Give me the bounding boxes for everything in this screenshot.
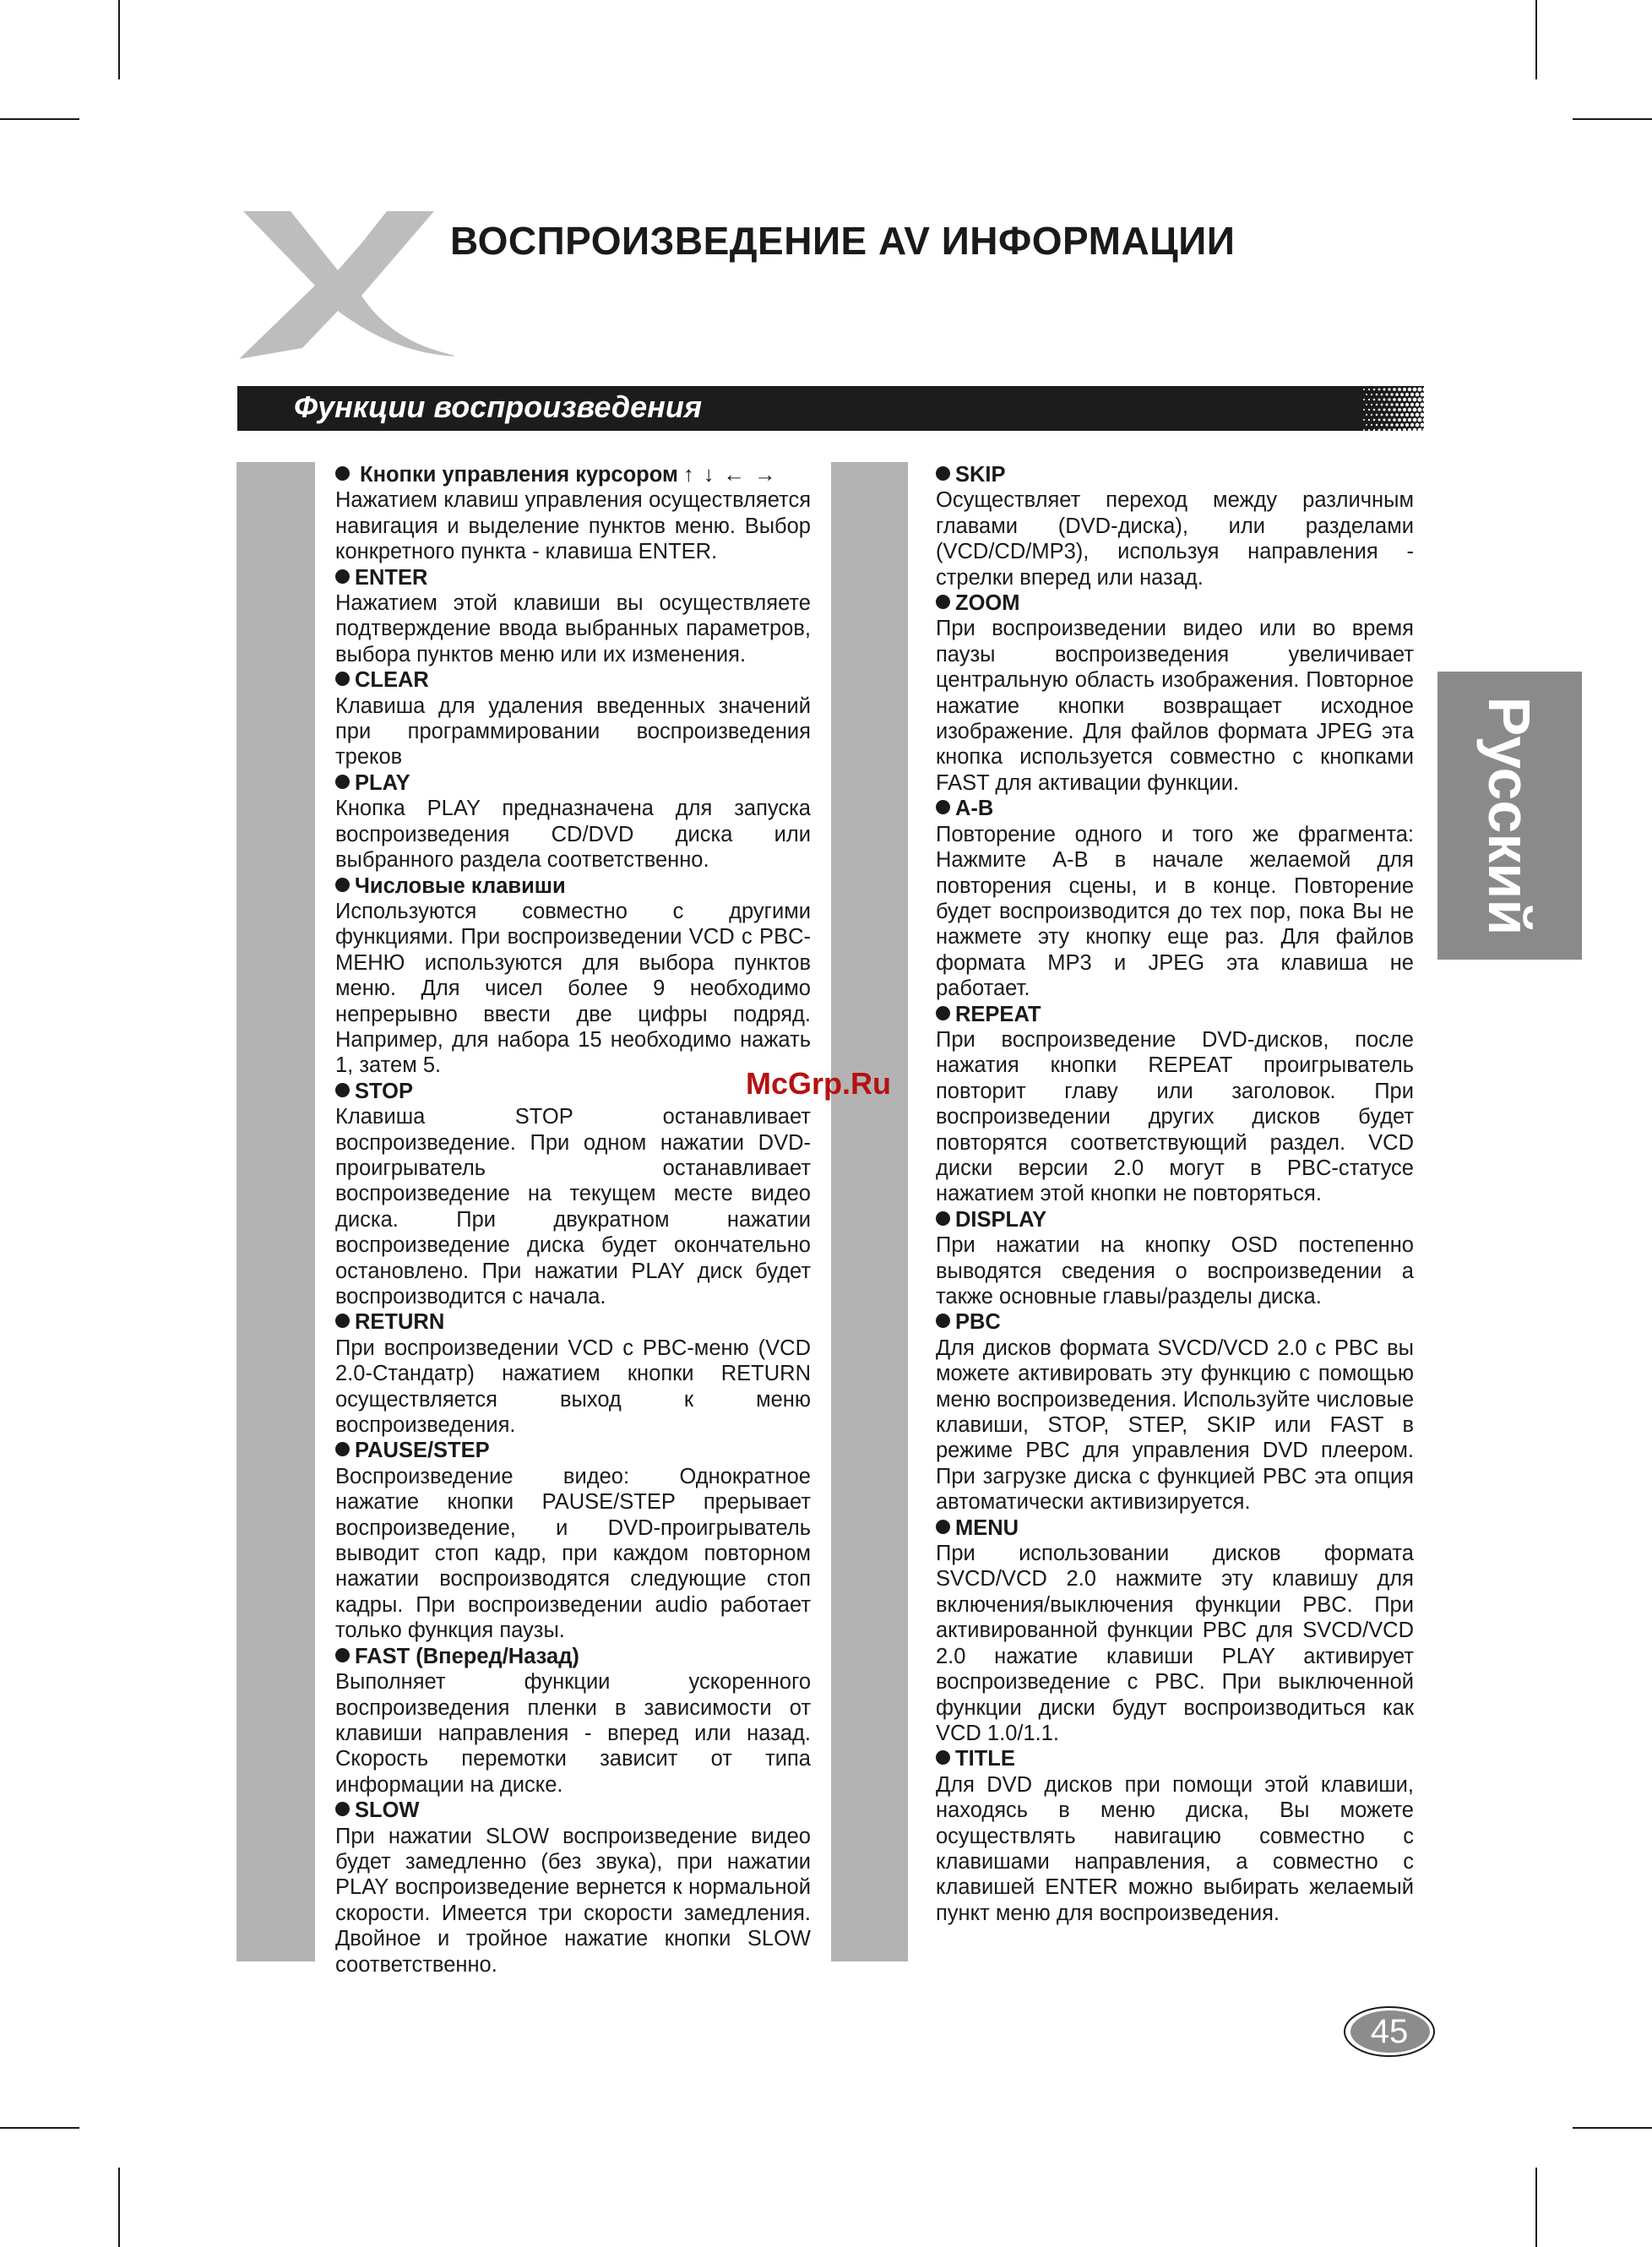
halftone-dot xyxy=(1408,408,1411,411)
halftone-dot xyxy=(1405,423,1409,427)
halftone-dot xyxy=(1422,387,1426,391)
halftone-dot xyxy=(1373,399,1376,401)
bullet-icon xyxy=(335,1083,350,1097)
halftone-dot xyxy=(1383,388,1385,390)
crop-mark xyxy=(118,2168,120,2247)
halftone-dot xyxy=(1383,398,1385,400)
halftone-dot xyxy=(1393,428,1396,431)
halftone-dot xyxy=(1376,424,1378,427)
halftone-dot xyxy=(1385,393,1388,395)
halftone-dot xyxy=(1416,403,1420,407)
halftone-dot xyxy=(1371,414,1372,416)
section-text: При воспроизведении VCD с PBC-меню (VCD 2.0-Стандатр) нажатием кнопки RETURN осуществляется выход к меню воспроизведения. xyxy=(335,1336,811,1438)
halftone-dot xyxy=(1376,404,1378,406)
halftone-dot xyxy=(1398,388,1401,391)
halftone-dot xyxy=(1422,407,1426,411)
crop-mark xyxy=(1573,118,1652,120)
bullet-icon xyxy=(335,466,350,481)
halftone-dot xyxy=(1378,389,1381,391)
halftone-dot xyxy=(1418,398,1422,402)
halftone-dot xyxy=(1398,398,1401,401)
crop-mark xyxy=(0,2127,79,2129)
halftone-dot xyxy=(1393,398,1396,401)
bullet-icon xyxy=(335,878,350,892)
halftone-dot xyxy=(1425,422,1426,427)
bullet-icon xyxy=(335,775,350,789)
halftone-dot xyxy=(1378,419,1381,422)
halftone-dot xyxy=(1405,393,1409,396)
halftone-dot xyxy=(1418,428,1422,431)
halftone-dot xyxy=(1383,418,1385,421)
halftone-dot xyxy=(1403,428,1406,431)
halftone-dot xyxy=(1373,409,1376,411)
halftone-dot xyxy=(1421,413,1425,417)
halftone-dot xyxy=(1413,428,1417,431)
middle-gray-strip xyxy=(831,462,908,1961)
section-text: Нажатием клавиш управления осуществляется навигация и выделение пунктов меню. Выбор конкретного пункта - клавиша ENTER. xyxy=(335,488,811,564)
crop-mark xyxy=(0,118,79,120)
halftone-dot xyxy=(1385,403,1388,405)
halftone-dot xyxy=(1413,408,1417,412)
section-text: Выполняет функции ускоренного воспроизведения пленки в зависимости от клавиши направления - вперед или назад. Скорость перемотки зависит от типа информации на диске. xyxy=(335,1670,811,1797)
halftone-dot xyxy=(1410,393,1414,396)
halftone-dot xyxy=(1421,423,1425,427)
halftone-dot xyxy=(1366,424,1367,426)
halftone-dot xyxy=(1408,388,1411,391)
halftone-dot xyxy=(1398,428,1401,431)
section-heading: PLAY xyxy=(335,770,811,796)
halftone-dot xyxy=(1378,399,1381,401)
halftone-dot xyxy=(1410,423,1414,427)
halftone-dot xyxy=(1376,394,1378,396)
section-text: Для дисков формата SVCD/VCD 2.0 с PBC вы можете активировать эту функцию с помощью меню воспроизведения. Используйте числовые клавиши, STOP, STEP, SKIP или FAST в режиме PBC для управления DVD плеером. При загрузке диска с функцией PBC эта опция автоматически активизируется. xyxy=(936,1336,1414,1515)
halftone-dot xyxy=(1388,418,1390,421)
section-heading: CLEAR xyxy=(335,667,811,693)
section-text: Нажатием этой клавиши вы осуществляете подтверждение ввода выбранных параметров, выбора пунктов меню или их изменения. xyxy=(335,591,811,666)
section-text: Осуществляет переход между различным главами (DVD-диска), или разделами (VCD/CD/MP3), используя направления - стрелки вперед или назад. xyxy=(936,488,1414,590)
halftone-dot xyxy=(1403,418,1406,422)
section-heading: DISPLAY xyxy=(936,1207,1414,1232)
x-logo-icon xyxy=(235,211,454,359)
halftone-dot xyxy=(1373,419,1376,422)
section-text: При воспроизведение DVD-дисков, после нажатия кнопки REPEAT проигрыватель повторит главу или заголовок. При воспроизведении других дисков будет повторятся соответствующий раздел. VCD диски версии 2.0 могут в PBC-статусе нажатием этой кнопки не повторяться. xyxy=(936,1027,1414,1206)
right-column xyxy=(936,462,1414,1926)
bullet-icon xyxy=(936,800,950,814)
halftone-dot xyxy=(1405,403,1409,406)
crop-mark xyxy=(1573,2127,1652,2129)
halftone-dot xyxy=(1383,428,1385,431)
halftone-dot xyxy=(1383,408,1385,411)
halftone-dot xyxy=(1425,392,1426,396)
halftone-dot xyxy=(1373,389,1376,391)
halftone-dot xyxy=(1373,429,1376,431)
bullet-icon xyxy=(936,1750,950,1765)
section-heading: TITLE xyxy=(936,1746,1414,1771)
dot-pattern-icon xyxy=(1361,387,1426,431)
halftone-dot xyxy=(1363,419,1365,421)
halftone-dot xyxy=(1363,399,1365,400)
section-heading: Кнопки управления курсором ↑ ↓ ← → xyxy=(335,462,811,487)
halftone-dot xyxy=(1416,393,1420,397)
halftone-dot xyxy=(1376,414,1378,416)
section-heading: PBC xyxy=(936,1309,1414,1335)
halftone-dot xyxy=(1381,414,1383,416)
halftone-dot xyxy=(1395,413,1399,416)
halftone-dot xyxy=(1368,389,1370,390)
halftone-dot xyxy=(1403,388,1406,391)
section-text: Повторение одного и того же фрагмента: Нажмите A-B в начале желаемой для повторения сцены, и в конце. Повторение будет воспроизводится до тех пор, пока Вы не нажмете эту кнопку еще раз. Для файлов формата MP3 и JPEG эта клавиша не работает. xyxy=(936,822,1414,1001)
section-heading: ZOOM xyxy=(936,590,1414,616)
bullet-icon xyxy=(335,569,350,584)
halftone-dot xyxy=(1393,388,1396,391)
halftone-dot xyxy=(1410,413,1414,416)
halftone-dot xyxy=(1381,404,1383,406)
halftone-dot xyxy=(1408,428,1411,431)
halftone-dot xyxy=(1408,418,1411,422)
halftone-dot xyxy=(1390,403,1393,405)
crop-mark xyxy=(1535,2168,1537,2247)
section-heading: Числовые клавиши xyxy=(335,873,811,899)
halftone-dot xyxy=(1418,388,1422,392)
halftone-dot xyxy=(1395,403,1399,406)
halftone-dot xyxy=(1403,398,1406,401)
halftone-dot xyxy=(1400,403,1404,406)
halftone-dot xyxy=(1381,424,1383,427)
halftone-dot xyxy=(1371,424,1372,426)
bullet-icon xyxy=(335,1648,350,1662)
halftone-dot xyxy=(1363,409,1365,411)
halftone-dot xyxy=(1418,418,1422,422)
section-heading: FAST (Вперед/Назад) xyxy=(335,1644,811,1669)
section-text: Для DVD дисков при помощи этой клавиши, находясь в меню диска, Вы можете осуществлять навигацию совместно с клавишами направления, а совместно с клавишей ENTER можно выбирать желаемый пункт меню для воспроизведения. xyxy=(936,1772,1414,1925)
halftone-dot xyxy=(1398,418,1401,422)
section-heading: SKIP xyxy=(936,462,1414,487)
section-heading: A-B xyxy=(936,796,1414,821)
halftone-dot xyxy=(1393,418,1396,422)
halftone-dot xyxy=(1366,414,1367,416)
halftone-dot xyxy=(1381,394,1383,396)
bullet-icon xyxy=(936,1006,950,1020)
bullet-icon xyxy=(936,466,950,481)
halftone-dot xyxy=(1390,413,1393,416)
halftone-dot xyxy=(1413,398,1417,402)
section-heading: SLOW xyxy=(335,1798,811,1823)
section-text: Используются совместно с другими функциями. При воспроизведении VCD с PBC-МЕНЮ используются для выбора пунктов меню. Для чисел более 9 необходимо непрерывно ввести две цифры подряд. Например, для набора 15 необходимо нажать 1, затем 5. xyxy=(335,899,811,1078)
halftone-dot xyxy=(1421,403,1425,407)
bullet-icon xyxy=(936,595,950,609)
section-title: Функции воспроизведения xyxy=(294,389,703,424)
halftone-dot xyxy=(1413,418,1417,422)
halftone-dot xyxy=(1390,393,1393,395)
halftone-dot xyxy=(1368,419,1370,421)
section-text: При нажатии на кнопку OSD постепенно выводятся сведения о воспроизведении а также основные главы/разделы диска. xyxy=(936,1233,1414,1308)
bullet-icon xyxy=(936,1314,950,1328)
halftone-dot xyxy=(1388,398,1390,400)
halftone-dot xyxy=(1422,397,1426,401)
bullet-icon xyxy=(335,1802,350,1816)
halftone-dot xyxy=(1408,398,1411,401)
halftone-dot xyxy=(1422,417,1426,422)
crop-mark xyxy=(118,0,120,79)
halftone-dot xyxy=(1422,427,1426,431)
left-gray-strip xyxy=(236,462,315,1961)
section-heading: STOP xyxy=(335,1079,811,1104)
section-text: Кнопка PLAY предназначена для запуска воспроизведения CD/DVD диска или выбранного раздела соответственно. xyxy=(335,797,811,873)
halftone-dot xyxy=(1385,413,1388,416)
page-title: ВОСПРОИЗВЕДЕНИЕ AV ИНФОРМАЦИИ xyxy=(450,219,1236,263)
watermark: McGrp.Ru xyxy=(746,1066,892,1101)
halftone-dot xyxy=(1385,423,1388,426)
halftone-dot xyxy=(1378,409,1381,411)
halftone-dot xyxy=(1421,393,1425,397)
bullet-icon xyxy=(936,1211,950,1226)
halftone-dot xyxy=(1368,429,1370,431)
halftone-dot xyxy=(1405,413,1409,416)
halftone-dot xyxy=(1400,423,1404,427)
bullet-icon xyxy=(936,1520,950,1534)
halftone-dot xyxy=(1368,409,1370,411)
halftone-dot xyxy=(1400,413,1404,416)
halftone-dot xyxy=(1363,389,1365,390)
halftone-dot xyxy=(1366,394,1367,395)
halftone-dot xyxy=(1388,428,1390,431)
halftone-dot xyxy=(1416,423,1420,427)
bullet-icon xyxy=(335,672,350,686)
halftone-dot xyxy=(1418,408,1422,412)
section-heading: PAUSE/STEP xyxy=(335,1438,811,1463)
halftone-dot xyxy=(1378,429,1381,431)
halftone-dot xyxy=(1390,423,1393,426)
halftone-dot xyxy=(1363,429,1365,431)
halftone-dot xyxy=(1371,394,1372,395)
section-heading: RETURN xyxy=(335,1309,811,1335)
halftone-dot xyxy=(1393,408,1396,411)
halftone-dot xyxy=(1388,388,1390,390)
halftone-dot xyxy=(1403,408,1406,411)
halftone-dot xyxy=(1395,393,1399,396)
language-tab-label: Русский xyxy=(1476,696,1542,936)
left-column xyxy=(335,462,811,1978)
halftone-dot xyxy=(1425,412,1426,416)
halftone-dot xyxy=(1368,399,1370,400)
halftone-dot xyxy=(1366,404,1367,405)
section-text: При использовании дисков формата SVCD/VCD 2.0 нажмите эту клавишу для включения/выключения функции PBC. При активированной функции PBC для SVCD/VCD 2.0 нажатие клавиши PLAY активирует воспроизведение с PBC. При выключенной функции диски будут воспроизводиться как VCD 1.0/1.1. xyxy=(936,1542,1414,1745)
bullet-icon xyxy=(335,1314,350,1328)
halftone-dot xyxy=(1398,408,1401,411)
section-text: При воспроизведении видео или во время паузы воспроизведения увеличивает центральную область изображения. Повторное нажатие кнопки возвращает исходное изображение. Для файлов формата JPEG эта кнопка используется совместно с кнопками FAST для активации функции. xyxy=(936,617,1414,795)
halftone-dot xyxy=(1425,402,1426,406)
bullet-icon xyxy=(335,1442,350,1456)
section-text: Клавиша для удаления введенных значений при программировании воспроизведения треков xyxy=(335,694,811,770)
arrow-keys-icon: ↑ ↓ ← → xyxy=(682,463,778,487)
section-heading: REPEAT xyxy=(936,1002,1414,1027)
halftone-dot xyxy=(1413,388,1417,392)
section-text: Клавиша STOP останавливает воспроизведение. При одном нажатии DVD-проигрыватель останавливает воспроизведение на текущем месте видео диска. При двукратном нажатии воспроизведение диска будет окончательно остановлено. При нажатии PLAY диск будет воспроизводится с начала. xyxy=(335,1105,811,1308)
halftone-dot xyxy=(1416,413,1420,417)
halftone-dot xyxy=(1395,423,1399,427)
section-heading: MENU xyxy=(936,1515,1414,1541)
section-heading: ENTER xyxy=(335,565,811,590)
halftone-dot xyxy=(1388,408,1390,411)
halftone-dot xyxy=(1371,404,1372,405)
section-text: При нажатии SLOW воспроизведение видео будет замедленно (без звука), при нажатии PLAY воспроизведение вернется к нормальной скорости. Имеется три скорости замедления. Двойное и тройное нажатие кнопки SLOW соответственно. xyxy=(335,1824,811,1977)
page-number: 45 xyxy=(1370,2013,1409,2050)
halftone-dot xyxy=(1400,393,1404,396)
halftone-dot xyxy=(1410,403,1414,406)
crop-mark xyxy=(1535,0,1537,79)
section-text: Воспроизведение видео: Однократное нажатие кнопки PAUSE/STEP прерывает воспроизведение, и DVD-проигрыватель выводит стоп кадр, при каждом повторном нажатии воспроизводятся следующие стоп кадры. При воспроизведении audio работает только функция паузы. xyxy=(335,1464,811,1643)
